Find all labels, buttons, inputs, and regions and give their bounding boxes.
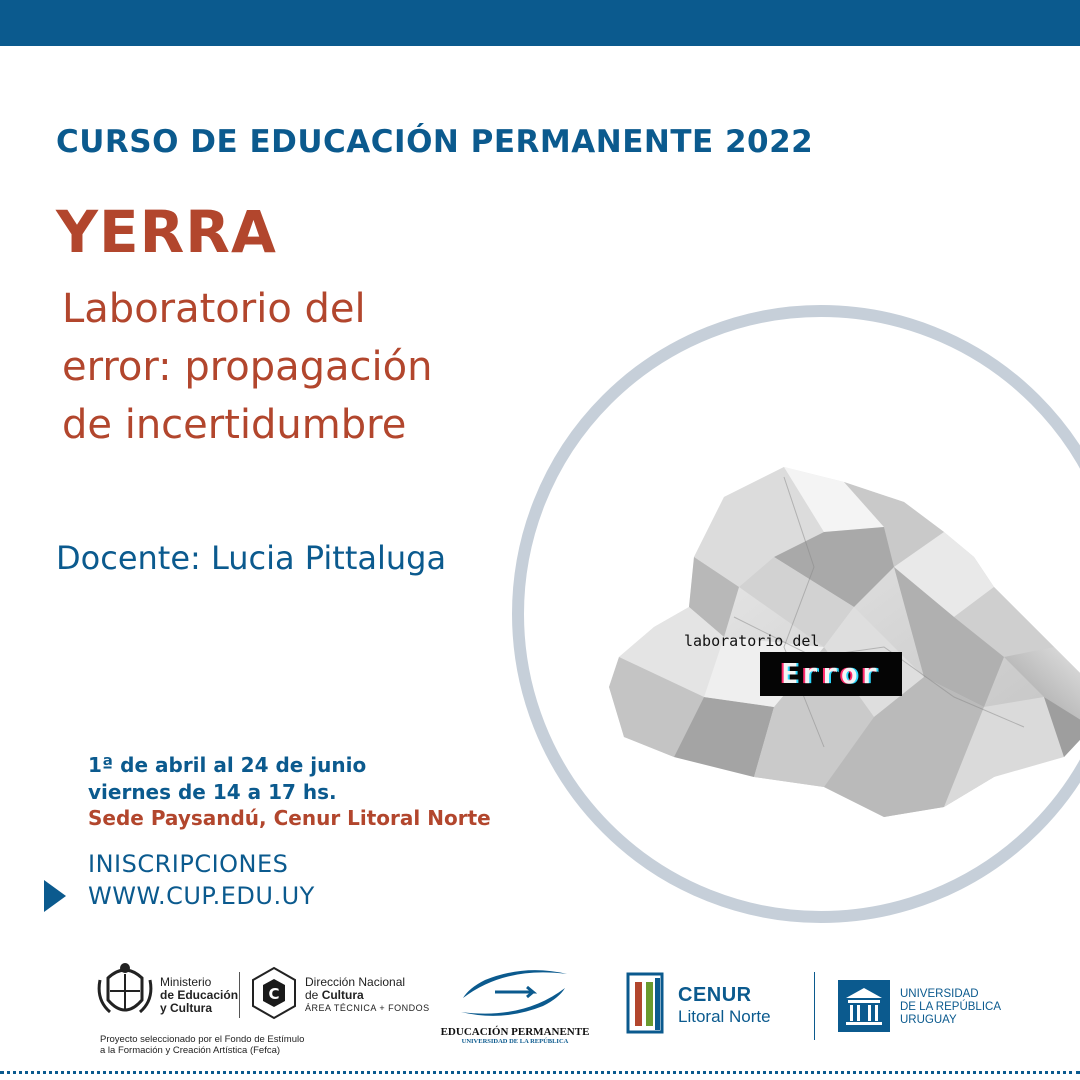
image-label-small: laboratorio del [684, 632, 820, 650]
mec-line: de Educación [160, 988, 239, 1002]
ep-logo-text [432, 1026, 598, 1045]
ep-line: UNIVERSIDAD DE LA REPÚBLICA [461, 1038, 569, 1045]
mec-line: Ministerio [160, 975, 212, 989]
dnc-line: ÁREA TÉCNICA + FONDOS [305, 1003, 430, 1013]
udelar-line: URUGUAY [900, 1014, 957, 1026]
course-heading: CURSO DE EDUCACIÓN PERMANENTE 2022 [56, 124, 814, 160]
dnc-line: Dirección Nacional [305, 975, 406, 989]
logo-divider [239, 972, 240, 1018]
play-arrow-icon [44, 880, 66, 912]
cenur-logo-text [678, 984, 771, 1028]
dnc-prefix: de [305, 988, 322, 1002]
dnc-logo-text [305, 976, 430, 1015]
ep-line: EDUCACIÓN PERMANENTE [440, 1026, 590, 1038]
course-subtitle [62, 280, 542, 454]
fefca-note [100, 1034, 304, 1056]
date-range: 1ª de abril al 24 de junio [88, 753, 367, 777]
course-dates [88, 752, 366, 806]
subtitle-line: Laboratorio del [62, 286, 366, 332]
course-venue: Sede Paysandú, Cenur Litoral Norte [88, 806, 491, 830]
image-label-error: Error [760, 652, 902, 696]
dnc-bold: Cultura [321, 988, 364, 1002]
mec-line: y Cultura [160, 1001, 213, 1015]
subtitle-line: error: propagación [62, 344, 433, 390]
subtitle-line: de incertidumbre [62, 402, 407, 448]
top-bar [0, 0, 1080, 46]
logo-divider [814, 972, 815, 1040]
cenur-logo-icon [626, 972, 666, 1034]
crumpled-paper-image [512, 305, 1080, 923]
dnc-line [305, 989, 430, 1002]
bottom-dotted-border [0, 1071, 1080, 1074]
fefca-line: a la Formación y Creación Artística (Fefca) [100, 1045, 281, 1056]
course-title: YERRA [56, 198, 277, 266]
cultura-mark: C [268, 985, 280, 1003]
mec-coat-of-arms-icon [96, 960, 154, 1022]
udelar-building-icon [838, 980, 890, 1032]
udelar-line: UNIVERSIDAD [900, 988, 979, 1000]
registration-block [88, 848, 315, 912]
registration-label: INISCRIPCIONES [88, 850, 289, 878]
cenur-line: CENUR [678, 984, 752, 1006]
udelar-line: DE LA REPÚBLICA [900, 1001, 1001, 1013]
cenur-line: Litoral Norte [678, 1007, 771, 1026]
time-range: viernes de 14 a 17 hs. [88, 780, 337, 804]
fefca-line: Proyecto seleccionado por el Fondo de Estímulo [100, 1034, 305, 1045]
cultura-hexagon-icon [248, 965, 300, 1021]
educacion-permanente-logo-icon [455, 962, 573, 1022]
udelar-logo-text [900, 988, 1001, 1027]
teacher-name: Docente: Lucia Pittaluga [56, 539, 447, 577]
mec-logo-text [160, 976, 238, 1015]
registration-url[interactable]: WWW.CUP.EDU.UY [88, 882, 315, 910]
crumpled-paper-illustration [524, 317, 1080, 923]
